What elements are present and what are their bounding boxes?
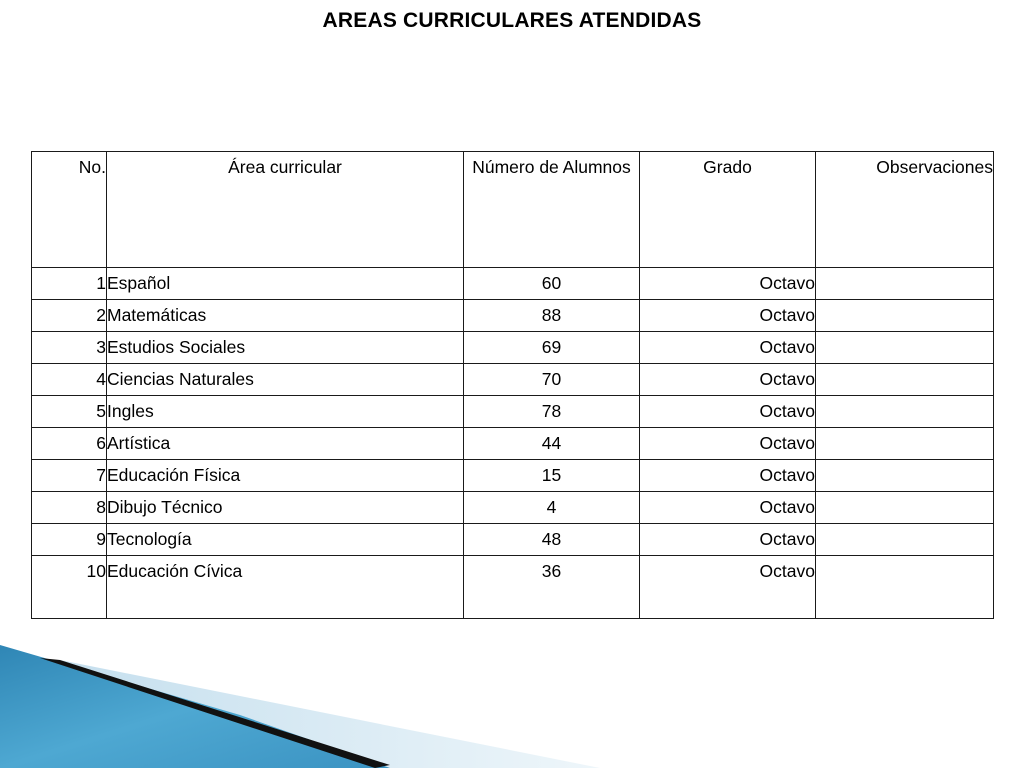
cell-area: Estudios Sociales [107,332,464,364]
cell-numero: 60 [464,268,640,300]
cell-numero: 15 [464,460,640,492]
cell-numero: 88 [464,300,640,332]
cell-no: 9 [32,524,107,556]
cell-area: Educación Física [107,460,464,492]
cell-area: Matemáticas [107,300,464,332]
cell-observaciones [816,268,994,300]
cell-observaciones [816,364,994,396]
table-row [32,460,994,492]
cell-no: 8 [32,492,107,524]
table-row [32,492,994,524]
header-grado: Grado [640,152,816,268]
header-observaciones: Observaciones [816,152,994,268]
cell-grado: Octavo [640,460,816,492]
header-numero: Número de Alumnos [464,152,640,268]
cell-area: Español [107,268,464,300]
cell-observaciones [816,492,994,524]
cell-no: 4 [32,364,107,396]
cell-area: Dibujo Técnico [107,492,464,524]
cell-observaciones [816,428,994,460]
table-row [32,428,994,460]
table-row [32,332,994,364]
cell-no: 2 [32,300,107,332]
cell-numero: 48 [464,524,640,556]
cell-observaciones [816,396,994,428]
cell-no: 6 [32,428,107,460]
cell-grado: Octavo [640,332,816,364]
cell-grado: Octavo [640,300,816,332]
cell-numero: 4 [464,492,640,524]
cell-no: 1 [32,268,107,300]
cell-observaciones [816,332,994,364]
cell-observaciones [816,460,994,492]
table-row [32,300,994,332]
cell-numero: 78 [464,396,640,428]
cell-area: Tecnología [107,524,464,556]
cell-no: 10 [32,556,107,619]
cell-grado: Octavo [640,556,816,619]
cell-observaciones [816,556,994,619]
cell-numero: 70 [464,364,640,396]
cell-numero: 69 [464,332,640,364]
cell-area: Ciencias Naturales [107,364,464,396]
cell-area: Artística [107,428,464,460]
cell-no: 7 [32,460,107,492]
curricular-areas-table [31,151,994,619]
decorative-corner-graphic [0,640,1024,768]
page-title: AREAS CURRICULARES ATENDIDAS [322,9,702,32]
table-row [32,268,994,300]
cell-observaciones [816,300,994,332]
cell-area: Educación Cívica [107,556,464,619]
cell-no: 5 [32,396,107,428]
cell-grado: Octavo [640,396,816,428]
cell-grado: Octavo [640,524,816,556]
table-header-row [32,152,994,268]
cell-observaciones [816,524,994,556]
cell-numero: 44 [464,428,640,460]
cell-grado: Octavo [640,428,816,460]
cell-numero: 36 [464,556,640,619]
cell-area: Ingles [107,396,464,428]
cell-grado: Octavo [640,364,816,396]
table-row [32,524,994,556]
cell-no: 3 [32,332,107,364]
header-area: Área curricular [107,152,464,268]
cell-grado: Octavo [640,492,816,524]
table-row [32,556,994,619]
table-row [32,396,994,428]
header-no: No. [32,152,107,268]
cell-grado: Octavo [640,268,816,300]
table-row [32,364,994,396]
